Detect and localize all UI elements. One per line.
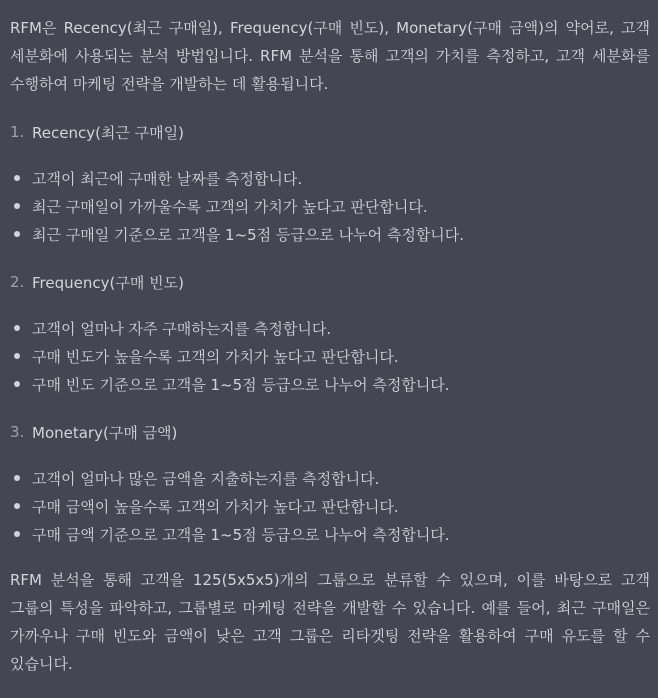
- section-number: 3.: [10, 423, 25, 441]
- bullet-dot-icon: [14, 325, 20, 331]
- section-number: 2.: [10, 273, 25, 291]
- bullet-dot-icon: [14, 503, 20, 509]
- list-item-text: 구매 빈도가 높을수록 고객의 가치가 높다고 판단합니다.: [32, 347, 399, 366]
- section-title: Monetary(구매 금액): [32, 423, 178, 442]
- bullet-list: [10, 314, 650, 398]
- section-heading: [10, 118, 650, 146]
- list-item: [10, 342, 650, 370]
- bullet-dot-icon: [14, 531, 20, 537]
- bullet-dot-icon: [14, 381, 20, 387]
- intro-paragraph: RFM은 Recency(최근 구매일), Frequency(구매 빈도), Monetary(구매 금액)의 약어로, 고객 세분화에 사용되는 분석 방법입니다. RFM 분석을 통해 고객의 가치를 측정하고, 고객 세분화를 수행하여 마케팅 전략을 개발하는 데 활용됩니다.: [10, 19, 650, 93]
- bullet-list: [10, 164, 650, 248]
- outro-paragraph: RFM 분석을 통해 고객을 125(5x5x5)개의 그룹으로 분류할 수 있으며, 이를 바탕으로 고객 그룹의 특성을 파악하고, 그룹별로 마케팅 전략을 개발할 수 있습니다. 예를 들어, 최근 구매일은 가까우나 구매 빈도와 금액이 낮은 고객 그룹은 리타겟팅 전략을 활용하여 구매 유도를 할 수 있습니다.: [10, 571, 650, 673]
- list-item: [10, 370, 650, 398]
- list-item: [10, 492, 650, 520]
- list-item-text: 구매 금액이 높을수록 고객의 가치가 높다고 판단합니다.: [32, 497, 399, 516]
- section-recency: [10, 118, 650, 248]
- list-item-text: 최근 구매일 기준으로 고객을 1~5점 등급으로 나누어 측정합니다.: [32, 225, 465, 244]
- bullet-dot-icon: [14, 231, 20, 237]
- section-monetary: [10, 418, 650, 548]
- list-item-text: 고객이 얼마나 많은 금액을 지출하는지를 측정합니다.: [32, 469, 380, 488]
- list-item: [10, 164, 650, 192]
- list-item-text: 고객이 얼마나 자주 구매하는지를 측정합니다.: [32, 319, 332, 338]
- section-number: 1.: [10, 123, 25, 141]
- list-item-text: 구매 빈도 기준으로 고객을 1~5점 등급으로 나누어 측정합니다.: [32, 375, 450, 394]
- list-item: [10, 192, 650, 220]
- section-heading: [10, 418, 650, 446]
- section-title: Recency(최근 구매일): [32, 123, 185, 142]
- list-item: [10, 314, 650, 342]
- list-item: [10, 464, 650, 492]
- bullet-dot-icon: [14, 203, 20, 209]
- bullet-list: [10, 464, 650, 548]
- list-item-text: 최근 구매일이 가까울수록 고객의 가치가 높다고 판단합니다.: [32, 197, 428, 216]
- section-frequency: [10, 268, 650, 398]
- section-heading: [10, 268, 650, 296]
- section-title: Frequency(구매 빈도): [32, 273, 184, 292]
- list-item: [10, 220, 650, 248]
- bullet-dot-icon: [14, 353, 20, 359]
- bullet-dot-icon: [14, 475, 20, 481]
- list-item: [10, 520, 650, 548]
- list-item-text: 구매 금액 기준으로 고객을 1~5점 등급으로 나누어 측정합니다.: [32, 525, 450, 544]
- bullet-dot-icon: [14, 175, 20, 181]
- list-item-text: 고객이 최근에 구매한 날짜를 측정합니다.: [32, 169, 303, 188]
